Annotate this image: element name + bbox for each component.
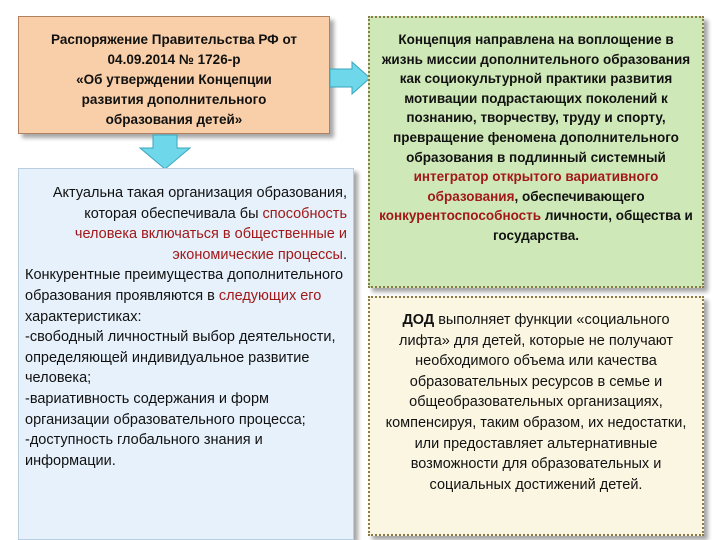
concept-box: [368, 16, 704, 288]
decree-line-4: развития дополнительного: [81, 92, 267, 107]
concept-text-integrator: интегратор открытого вариативного образования: [413, 169, 659, 204]
dod-box: [368, 296, 704, 536]
actual-p2-end: характеристиках:: [25, 308, 142, 325]
concept-text-e: личности, общества и государства.: [492, 208, 693, 243]
dod-text: выполняет функции «социального лифта» для детей, которые не получают необходимого объема или качества образовательных ресурсов в семье и общеобразовательных организациях, компенсируя, таким образом, их недостатки, или предоставляет альтернативные возможности для образовательных и социальных достижений детей.: [385, 312, 687, 493]
actual-p2-text: Конкурентные преимущества дополнительного образования проявляются в: [25, 267, 344, 304]
right-arrow-icon: [328, 60, 372, 96]
actual-p1-text: Актуальна такая организация образования, которая обеспечивала бы: [52, 185, 347, 222]
concept-text-competitiveness: конкурентоспособность: [379, 208, 542, 224]
actual-paragraph-1: [25, 183, 347, 265]
decree-line-3: «Об утверждении Концепции: [76, 72, 272, 87]
down-arrow-icon: [138, 134, 192, 170]
decree-box: [18, 16, 330, 134]
decree-line-1: Распоряжение Правительства РФ от: [51, 32, 297, 47]
actual-box: [18, 168, 354, 540]
actual-paragraph-2: [25, 265, 347, 327]
actual-item-1: -свободный личностный выбор деятельности, определяющей индивидуальное развитие человека;: [25, 329, 336, 387]
actual-p1-highlight: способность человека включаться в общественные и экономические процессы: [74, 205, 347, 263]
decree-line-2: 04.09.2014 № 1726-р: [107, 52, 241, 67]
decree-line-5: образования детей»: [105, 112, 243, 127]
actual-item-3: -доступность глобального знания и информации.: [25, 432, 263, 469]
dod-abbreviation: ДОД: [402, 312, 435, 328]
actual-p2-highlight: следующих его: [218, 287, 322, 304]
concept-text-a: Концепция направлена на воплощение в жизнь миссии дополнительного образования как социокультурной практики развития мотивации подрастающих поколений к познанию, творчеству, труду и спорту, превращение феномена дополнительного образования в подлинный системный: [381, 32, 691, 165]
concept-text-c: , обеспечивающего: [514, 188, 645, 204]
actual-item-2: -вариативность содержания и форм организации образовательного процесса;: [25, 390, 306, 428]
actual-p1-end: .: [342, 246, 347, 263]
